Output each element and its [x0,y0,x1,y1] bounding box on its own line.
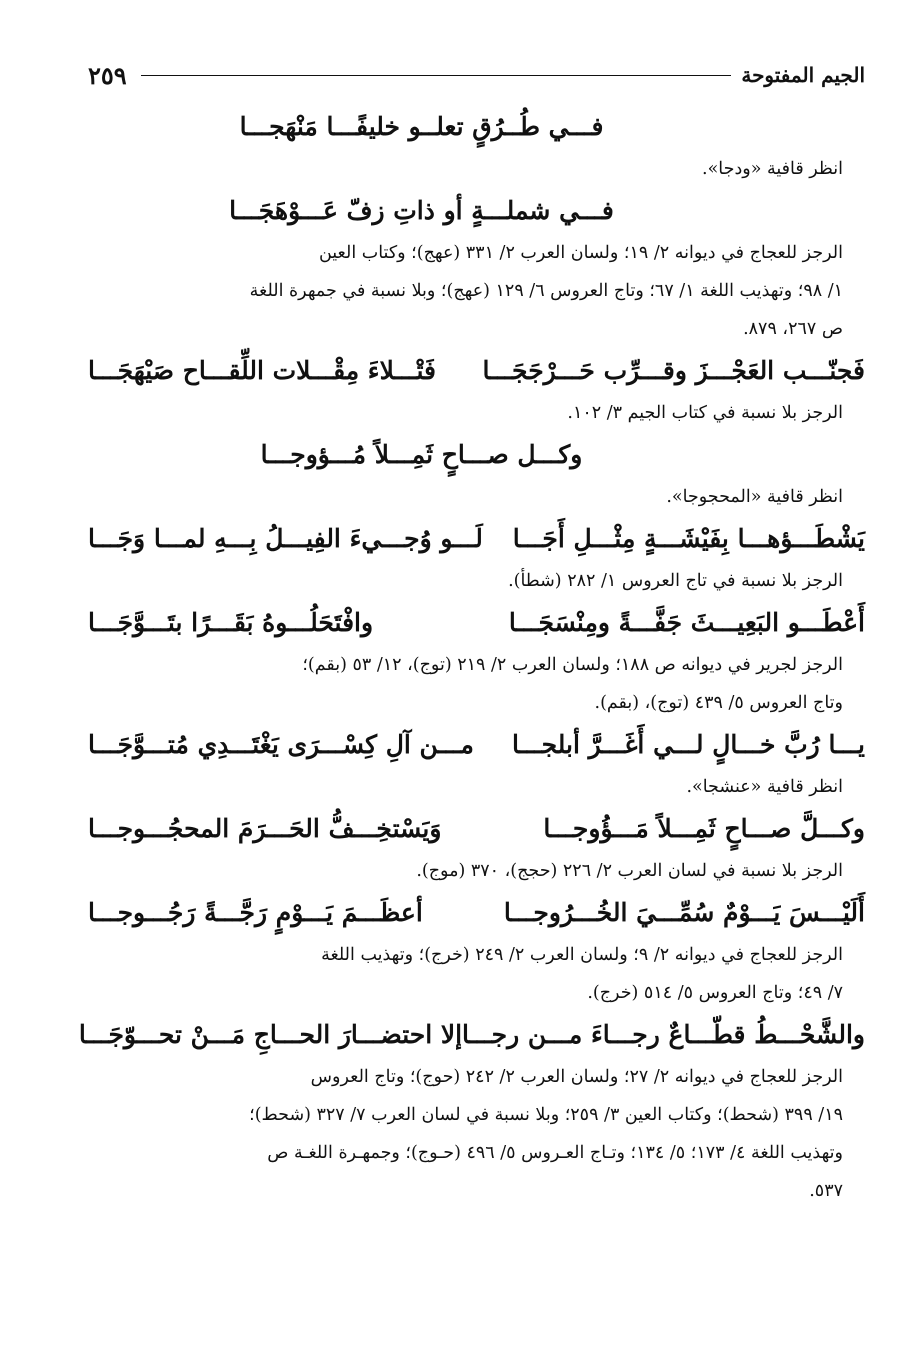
citation-note [88,1058,865,1210]
verse-couplet [88,722,865,768]
citation-line: وتهذيب اللغة ٤/ ١٧٣؛ ٥/ ١٣٤؛ وتـاج العـروس ٥/ ٤٩٦ (حـوج)؛ وجمهـرة اللغـة ص [267,1143,843,1163]
citation-note [88,768,865,806]
hemistich-first: يَشْطَـــؤهـــا بِفَيْشَـــةٍ مِثْـــلِ أَجَـــا [512,524,865,553]
verse-couplet [88,806,865,852]
header-rule [141,75,732,76]
citation-line: ٧/ ٤٩؛ وتاج العروس ٥/ ٥١٤ (خرج). [587,983,843,1003]
hemistich-second: لَـــو وُجـــيءَ الفِيـــلُ بِـــهِ لمـــا وَجَـــا [88,524,483,553]
hemistich-first: أَعْطَـــو البَعِيـــثَ جَفَّـــةً ومِنْسَجَـــا [508,608,865,637]
page-content [78,104,865,1210]
running-title: الجيم المفتوحة [741,63,865,87]
hemistich-first: والشَّحْـــطُ قطّـــاعٌ رجـــاءَ مـــن رجـــا [462,1020,865,1049]
page-number: ٢٥٩ [88,60,127,90]
hemistich-second: وَيَسْتخِـــفُّ الحَـــرَمَ المحجُـــوجـــا [88,814,442,843]
citation-line: الرجز بلا نسبة في تاج العروس ١/ ٢٨٢ (شطأ). [508,571,843,591]
hemistich-second: مـــن آلِ كِسْـــرَى يَغْتَـــدِي مُتـــوَّجَـــا [88,730,474,759]
citation-note [88,936,865,1012]
verse-couplet [78,1012,865,1058]
hemistich-second: إلا احتضـــارَ الحـــاجِ مَـــنْ تحـــوّجَـــا [78,1020,463,1049]
verse-line: فـــي شملـــةٍ أو ذاتِ زفّ عَـــوْهَجَـــا [229,196,614,225]
hemistich-first: أَلَيْـــسَ يَـــوْمٌ سُمِّـــيَ الخُـــرُوجـــا [503,898,865,927]
hemistich-first: فَجنّـــب العَجْـــزَ وقـــرِّب حَـــرْجَجَـــا [482,356,865,385]
citation-line: انظر قافية «ودجا». [702,159,843,179]
citation-line: الرجز لجرير في ديوانه ص ١٨٨؛ ولسان العرب ٢/ ٢١٩ (توج)، ١٢/ ٥٣ (بقم)؛ [302,655,843,675]
citation-note [88,562,865,600]
citation-line: الرجز للعجاج في ديوانه ٢/ ٩؛ ولسان العرب ٢/ ٢٤٩ (خرج)؛ وتهذيب اللغة [321,945,843,965]
citation-line: ١٩/ ٣٩٩ (شحط)؛ وكتاب العين ٣/ ٢٥٩؛ وبلا نسبة في لسان العرب ٧/ ٣٢٧ (شحط)؛ [249,1105,843,1125]
verse-couplet [88,348,865,394]
hemistich-first: وكـــلَّ صـــاحٍ ثَمِـــلاً مَـــؤُوجـــا [543,814,865,843]
hemistich-second: وافْتَحَلُـــوهُ بَقَـــرًا بتَـــوَّجَـــا [88,608,374,637]
citation-line: ٥٣٧. [809,1181,843,1201]
page-header [88,58,865,92]
hemistich-second: أعظَـــمَ يَـــوْمٍ رَجَّـــةً رَجُـــوجـــا [88,898,423,927]
citation-note [88,150,865,188]
citation-line: وتاج العروس ٥/ ٤٣٩ (توج)، (بقم). [594,693,843,713]
citation-line: الرجز للعجاج في ديوانه ٢/ ١٩؛ ولسان العرب ٢/ ٣٣١ (عهج)؛ وكتاب العين [318,243,843,263]
citation-note [88,646,865,722]
verse-couplet [88,516,865,562]
citation-note [88,852,865,890]
citation-line: ص ٢٦٧، ٨٧٩. [743,319,843,339]
verse-couplet [88,600,865,646]
hemistich-second: فَتْـــلاءَ مِقْـــلات اللِّقـــاح صَيْهَجَـــا [88,356,436,385]
citation-line: ١/ ٩٨؛ وتهذيب اللغة ١/ ٦٧؛ وتاج العروس ٦/ ١٢٩ (عهج)؛ وبلا نسبة في جمهرة اللغة [249,281,843,301]
verse-couplet [88,890,865,936]
citation-line: الرجز بلا نسبة في كتاب الجيم ٣/ ١٠٢. [567,403,843,423]
citation-note [88,478,865,516]
citation-line: الرجز بلا نسبة في لسان العرب ٢/ ٢٢٦ (حجج)، ٣٧٠ (موج). [416,861,843,881]
citation-line: الرجز للعجاج في ديوانه ٢/ ٢٧؛ ولسان العرب ٢/ ٢٤٢ (حوج)؛ وتاج العروس [310,1067,843,1087]
verse-line: وكـــل صـــاحٍ ثَمِـــلاً مُـــؤوجـــا [260,440,583,469]
hemistich-first: يـــا رُبَّ خـــالٍ لـــي أَغَـــرَّ أبلجـــا [511,730,865,759]
citation-note [88,394,865,432]
verse-line: فـــي طُــرُقٍ تعلــو خليفًـــا مَنْهَجـــا [239,112,604,141]
citation-note [88,234,865,348]
citation-line: انظر قافية «المحجوجا». [666,487,843,507]
citation-line: انظر قافية «عنشجا». [686,777,843,797]
